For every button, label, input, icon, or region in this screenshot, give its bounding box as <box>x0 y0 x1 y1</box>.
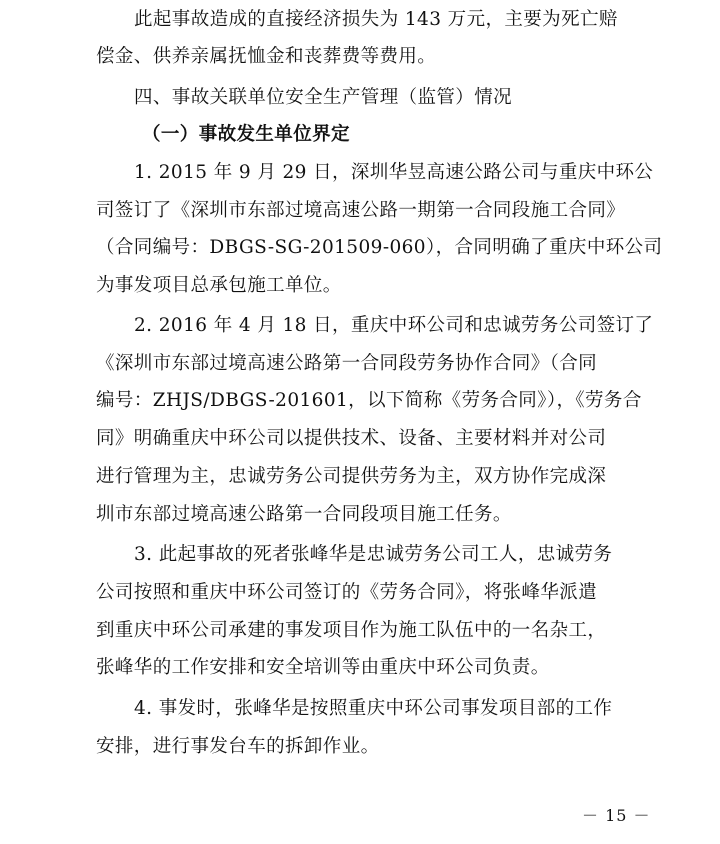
paragraph-line: 公司按照和重庆中环公司签订的《劳务合同》，将张峰华派遣 <box>96 582 598 603</box>
sub-heading: （一）事故发生单位界定 <box>142 124 350 145</box>
section-heading: 四、事故关联单位安全生产管理（监管）情况 <box>134 87 513 108</box>
paragraph-line: 4. 事发时，张峰华是按照重庆中环公司事发项目部的工作 <box>134 698 613 719</box>
paragraph-line: 司签订了《深圳市东部过境高速公路一期第一合同段施工合同》 <box>96 200 626 221</box>
paragraph-line: 进行管理为主，忠诚劳务公司提供劳务为主，双方协作完成深 <box>96 466 607 487</box>
paragraph-line: 《深圳市东部过境高速公路第一合同段劳务协作合同》（合同 <box>96 353 598 374</box>
paragraph-line: 圳市东部过境高速公路第一合同段项目施工任务。 <box>96 504 512 525</box>
paragraph-line: 为事发项目总承包施工单位。 <box>96 275 342 296</box>
paragraph-line: 安排，进行事发台车的拆卸作业。 <box>96 736 380 757</box>
paragraph-line: 张峰华的工作安排和安全培训等由重庆中环公司负责。 <box>96 657 550 678</box>
paragraph-line: 3. 此起事故的死者张峰华是忠诚劳务公司工人，忠诚劳务 <box>134 544 613 565</box>
page-number: － 15 － <box>582 806 651 825</box>
paragraph-line: 编号：ZHJS/DBGS-201601，以下简称《劳务合同》），《劳务合 <box>96 390 642 411</box>
paragraph-line: 同》明确重庆中环公司以提供技术、设备、主要材料并对公司 <box>96 428 607 449</box>
paragraph-line: 此起事故造成的直接经济损失为 143 万元，主要为死亡赔 <box>134 9 618 30</box>
paragraph-line: 1. 2015 年 9 月 29 日，深圳华昱高速公路公司与重庆中环公 <box>134 162 654 183</box>
paragraph-line: 到重庆中环公司承建的事发项目作为施工队伍中的一名杂工， <box>96 620 607 641</box>
paragraph-line: （合同编号：DBGS-SG-201509-060），合同明确了重庆中环公司 <box>96 237 663 258</box>
paragraph-line: 2. 2016 年 4 月 18 日，重庆中环公司和忠诚劳务公司签订了 <box>134 315 654 336</box>
paragraph-line: 偿金、供养亲属抚恤金和丧葬费等费用。 <box>96 46 437 67</box>
